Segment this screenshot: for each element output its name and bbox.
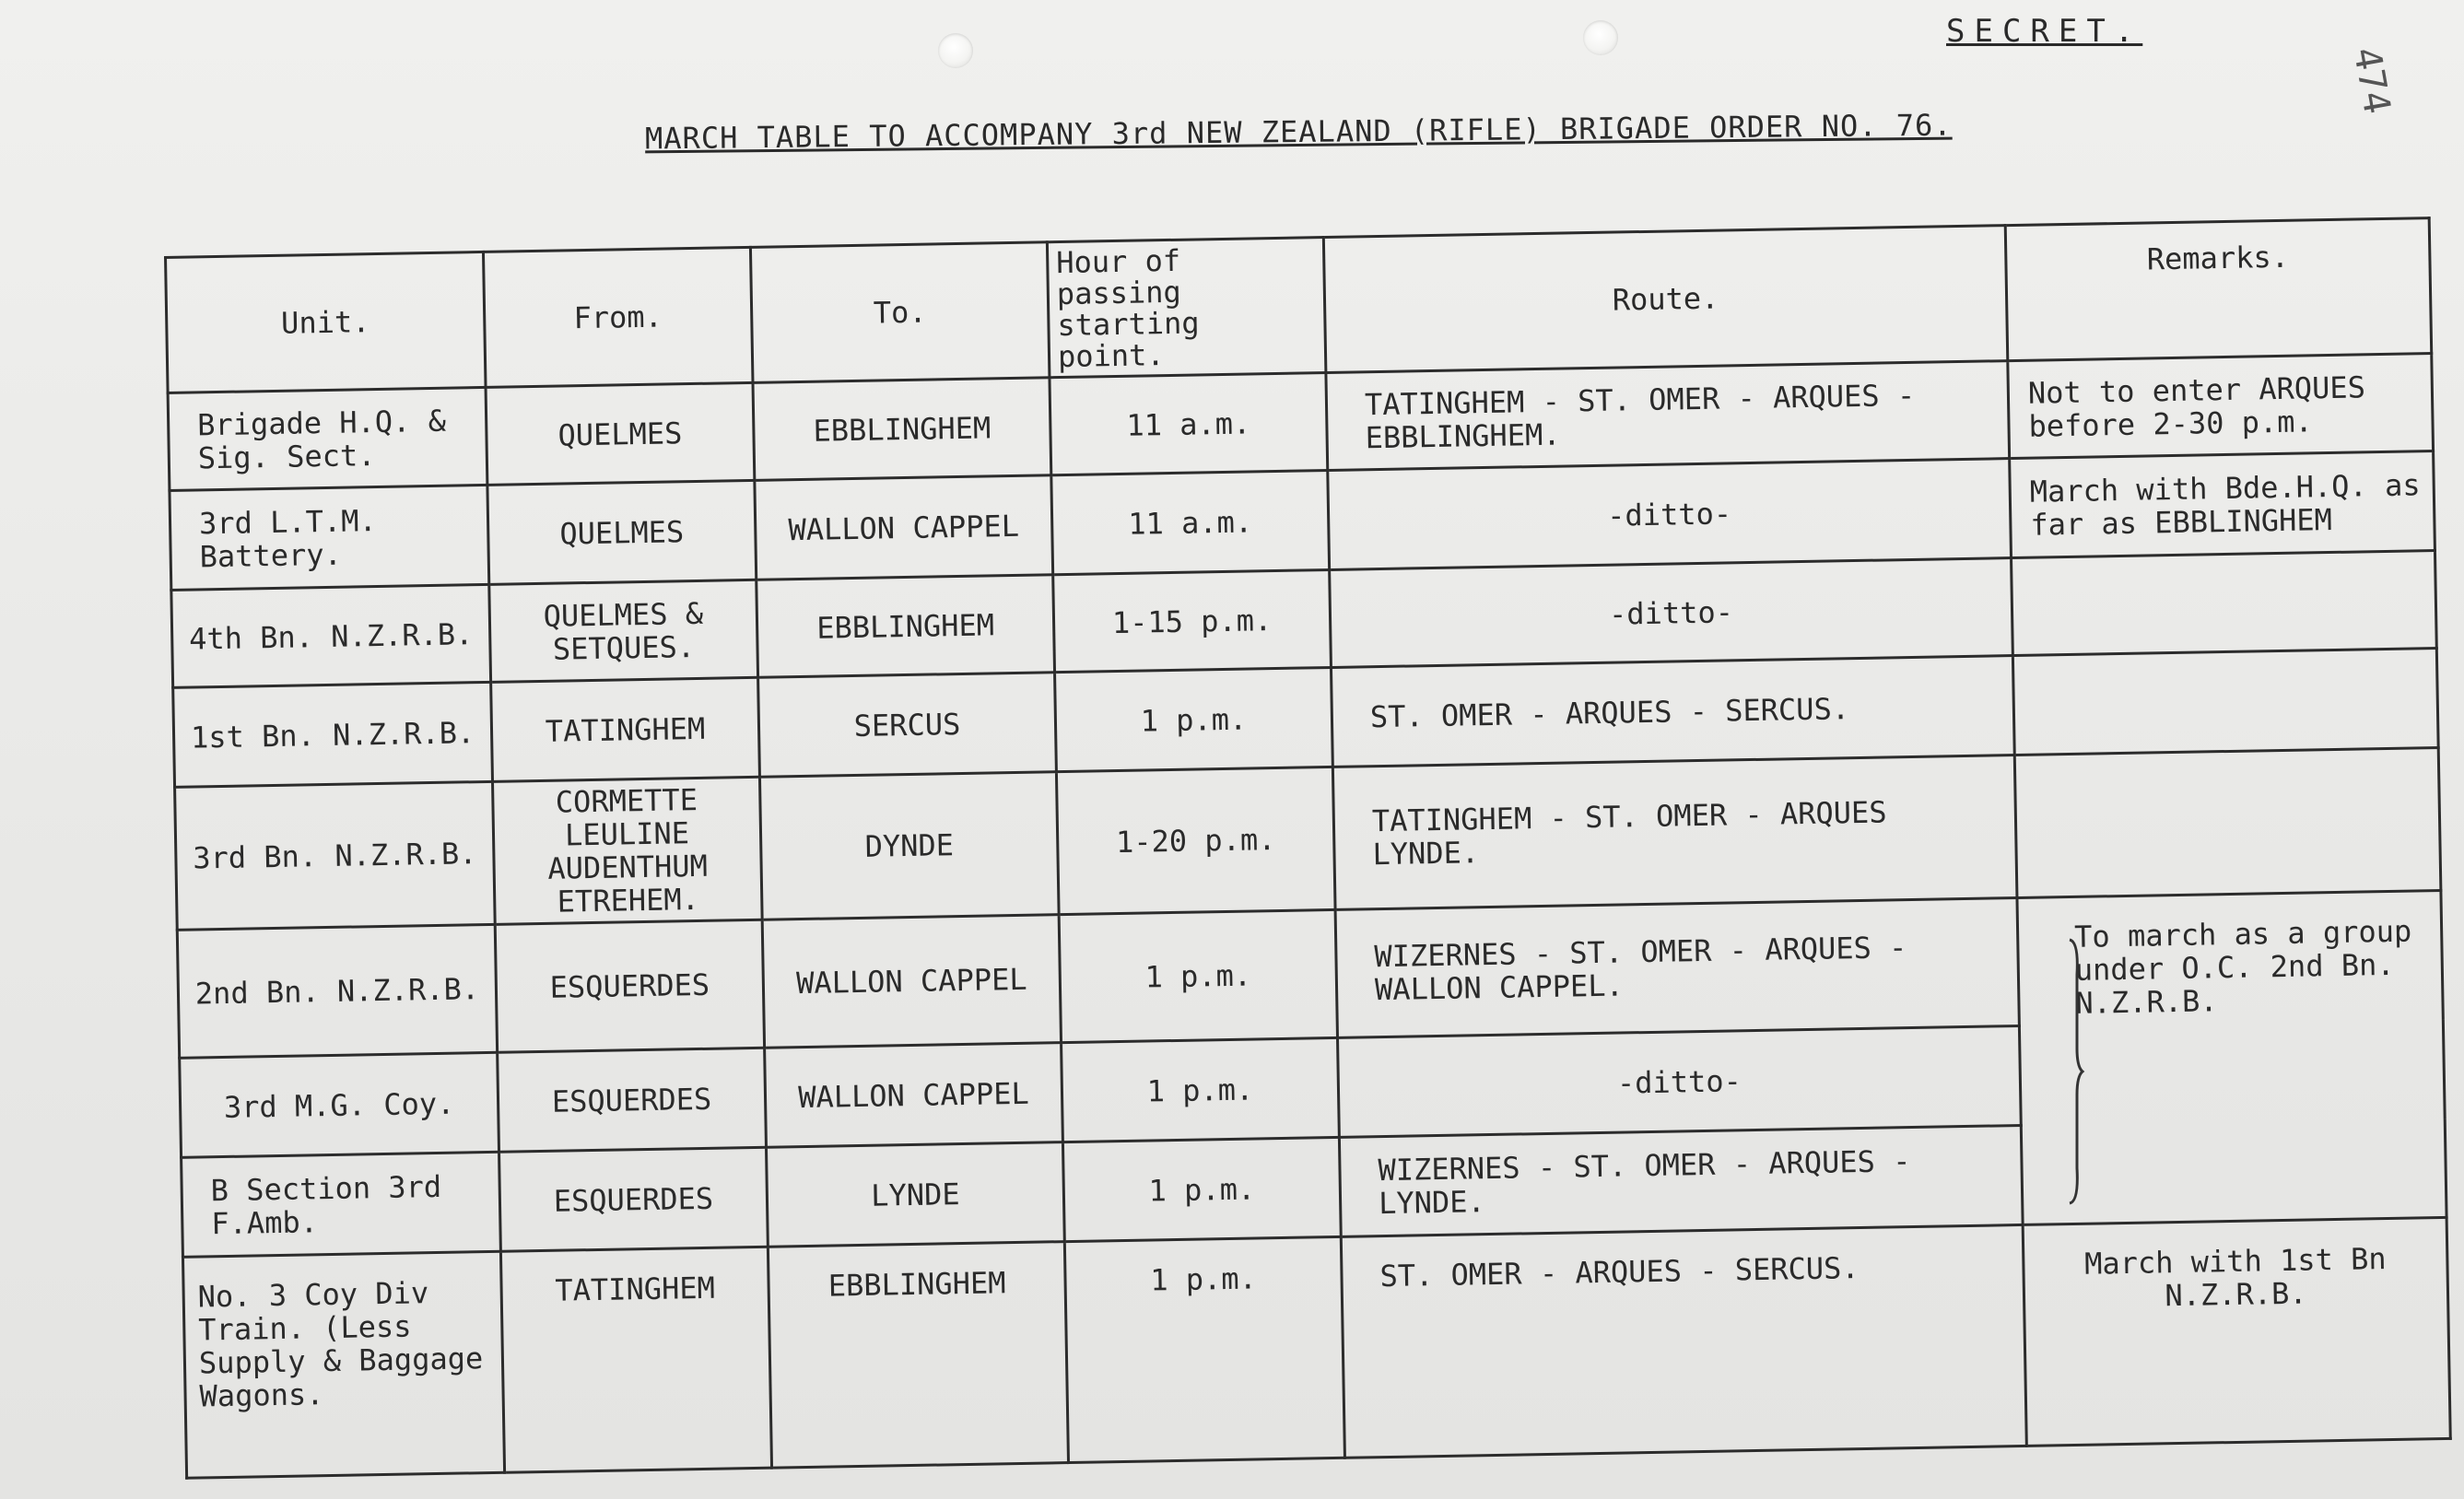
punch-hole-left	[938, 33, 973, 68]
group-brace-icon	[2064, 938, 2086, 1205]
cell-hour: 1 p.m.	[1064, 1236, 1344, 1462]
cell-remarks: Not to enter ARQUES before 2-30 p.m.	[2008, 354, 2434, 459]
cell-unit: No. 3 Coy Div Train. (Less Supply & Baggage Wagons.	[182, 1251, 504, 1478]
cell-from: TATINGHEM	[500, 1247, 771, 1472]
cell-hour: 1 p.m.	[1062, 1037, 1340, 1142]
cell-hour: 1-20 p.m.	[1056, 767, 1335, 914]
cell-to: EBBLINGHEM	[768, 1242, 1068, 1469]
cell-to: WALLON CAPPEL	[765, 1043, 1063, 1148]
cell-remarks: March with 1st Bn N.Z.R.B.	[2023, 1217, 2450, 1446]
cell-unit: 4th Bn. N.Z.R.B.	[171, 584, 491, 687]
cell-route: WIZERNES - ST. OMER - ARQUES - WALLON CAPPEL.	[1335, 898, 2019, 1038]
cell-from: TATINGHEM	[491, 677, 760, 781]
cell-from: ESQUERDES	[498, 1048, 767, 1152]
cell-route: WIZERNES - ST. OMER - ARQUES - LYNDE.	[1339, 1125, 2023, 1236]
cell-hour: 1 p.m.	[1055, 667, 1333, 771]
cell-remarks: To march as a group under O.C. 2nd Bn. N.Z.R.B.	[2017, 890, 2443, 1025]
document-title: MARCH TABLE TO ACCOMPANY 3rd NEW ZEALAND (RIFLE) BRIGADE ORDER NO. 76.	[644, 107, 1953, 157]
folio-number: 474	[2344, 44, 2399, 118]
column-header-from: From.	[483, 247, 753, 387]
cell-to: LYNDE	[766, 1142, 1064, 1247]
column-header-hour: Hour of passing starting point.	[1047, 238, 1326, 378]
cell-unit: 1st Bn. N.Z.R.B.	[173, 682, 493, 787]
cell-route: -ditto-	[1338, 1025, 2022, 1137]
cell-to: SERCUS	[758, 673, 1057, 778]
column-header-unit: Unit.	[166, 252, 487, 392]
cell-to: WALLON CAPPEL	[762, 915, 1061, 1048]
cell-remarks	[2014, 748, 2441, 898]
cell-unit: 3rd L.T.M. Battery.	[170, 485, 489, 590]
cell-unit: 3rd M.G. Coy.	[180, 1052, 499, 1157]
cell-to: DYNDE	[759, 772, 1059, 920]
cell-unit: Brigade H.Q. & Sig. Sect.	[168, 387, 487, 490]
cell-to: EBBLINGHEM	[757, 575, 1055, 678]
cell-hour: 11 a.m.	[1050, 373, 1328, 475]
cell-to: EBBLINGHEM	[753, 378, 1051, 481]
column-header-remarks: Remarks.	[2005, 218, 2431, 361]
cell-hour: 1-15 p.m.	[1053, 569, 1332, 672]
cell-hour: 1 p.m.	[1062, 1137, 1341, 1241]
cell-route: -ditto-	[1330, 558, 2013, 668]
cell-route: TATINGHEM - ST. OMER - ARQUES - EBBLINGHEM.	[1326, 361, 2010, 471]
column-header-route: Route.	[1323, 226, 2007, 373]
cell-unit: 3rd Bn. N.Z.R.B.	[175, 781, 496, 930]
table-row	[182, 1217, 2450, 1478]
punch-hole-right	[1583, 20, 1618, 55]
cell-hour: 1 p.m.	[1059, 909, 1337, 1042]
cell-unit: 2nd Bn. N.Z.R.B.	[177, 924, 497, 1058]
cell-from: ESQUERDES	[495, 919, 764, 1052]
cell-route: ST. OMER - ARQUES - SERCUS.	[1331, 656, 2014, 767]
cell-hour: 11 a.m.	[1051, 470, 1330, 574]
cell-route: -ditto-	[1328, 459, 2012, 570]
cell-route: ST. OMER - ARQUES - SERCUS.	[1341, 1224, 2026, 1458]
cell-remarks	[2012, 551, 2437, 656]
cell-from: QUELMES	[487, 480, 757, 584]
cell-from: ESQUERDES	[499, 1147, 769, 1251]
cell-unit: B Section 3rd F.Amb.	[182, 1152, 501, 1257]
cell-remarks: March with Bde.H.Q. as far as EBBLINGHEM	[2010, 451, 2435, 558]
column-header-to: To.	[750, 242, 1050, 383]
cell-route: TATINGHEM - ST. OMER - ARQUES LYNDE.	[1332, 755, 2017, 910]
cell-from: QUELMES	[486, 382, 755, 485]
classification-stamp: SECRET.	[1946, 13, 2143, 50]
cell-to: WALLON CAPPEL	[755, 475, 1053, 580]
cell-from: CORMETTE LEULINE AUDENTHUM ETREHEM.	[493, 777, 763, 924]
cell-remarks	[2012, 649, 2438, 755]
cell-from: QUELMES & SETQUES.	[489, 580, 758, 682]
march-table	[164, 217, 2452, 1480]
